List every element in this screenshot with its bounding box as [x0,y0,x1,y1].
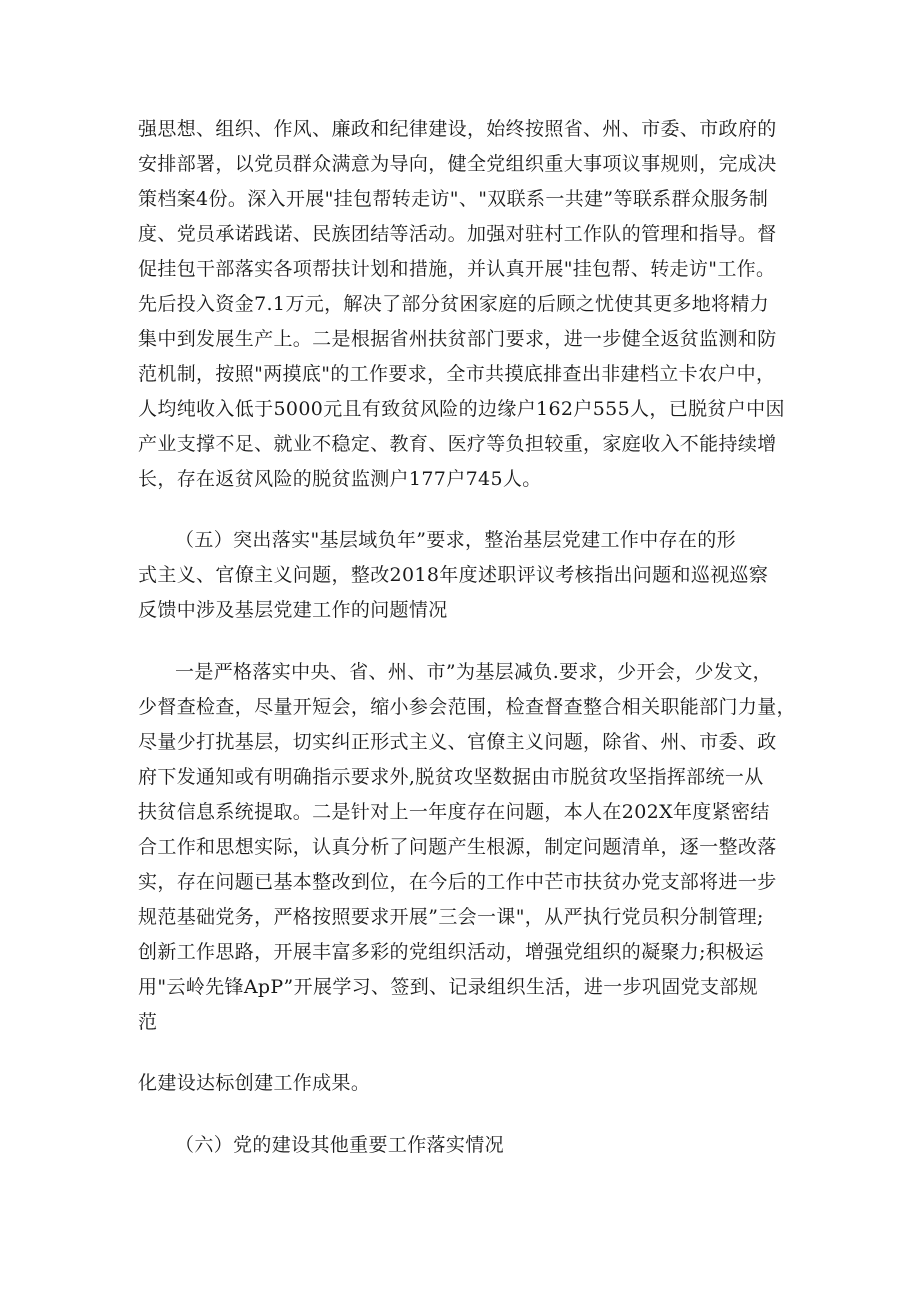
paragraph-2-line: 府下发通知或有明确指示要求外,脱贫攻坚数据由市脱贫攻坚指挥部统一从 [138,766,764,788]
paragraph-1-line: 强思想、组织、作风、廉政和纪律建设，始终按照省、州、市委、市政府的 [138,118,777,140]
paragraph-2-line: 实，存在问题已基本整改到位，在今后的工作中芒市扶贫办党支部将进一步 [138,871,777,893]
paragraph-2-line: 规范基础党务，严格按照要求开展”三会一课"，从严执行党员积分制管理; [138,906,764,928]
section-5-heading-line: 式主义、官僚主义问题，整改2018年度述职评议考核指出问题和巡视巡察 [138,564,769,586]
paragraph-2-line: 一是严格落实中央、省、州、市”为基层减负.要求，少开会，少发文， [175,661,772,683]
paragraph-1-line: 人均纯收入低于5000元且有致贫风险的边缘户162户555人，已脱贫户中因 [138,398,785,420]
paragraph-2-line: 创新工作思路，开展丰富多彩的党组织活动，增强党组织的凝聚力;积极运 [138,941,764,963]
paragraph-1-line: 范机制，按照"两摸底"的工作要求，全市共摸底排查出非建档立卡农户中， [138,363,776,385]
paragraph-1-line: 度、党员承诺践诺、民族团结等活动。加强对驻村工作队的管理和指导。督 [138,223,777,245]
paragraph-1-line: 先后投入资金7.1万元，解决了部分贫困家庭的后顾之忧使其更多地将精力 [138,293,770,315]
paragraph-2-line: 尽量少打扰基层，切实纠正形式主义、官僚主义问题，除省、州、市委、政 [138,731,777,753]
paragraph-2-line: 少督查检查，尽量开短会，缩小参会范围，检查督查整合相关职能部门力量， [138,696,796,718]
paragraph-2-line: 范 [138,1011,158,1033]
section-5-heading-line: （五）突出落实"基层域负年”要求，整治基层党建工作中存在的形 [175,529,736,551]
paragraph-1-line: 促挂包干部落实各项帮扶计划和措施，并认真开展"挂包帮、转走访"工作。 [138,258,776,280]
paragraph-1-line: 集中到发展生产上。二是根据省州扶贫部门要求，进一步健全返贫监测和防 [138,328,777,350]
paragraph-2-line: 扶贫信息系统提取。二是针对上一年度存在问题，本人在202X年度紧密结 [138,801,770,823]
section-5-heading-line: 反馈中涉及基层党建工作的问题情况 [138,599,448,621]
paragraph-2-line: 合工作和思想实际，认真分析了问题产生根源，制定问题清单，逐一整改落 [138,836,777,858]
paragraph-1-line: 策档案4份。深入开展"挂包帮转走访"、"双联系一共建”等联系群众服务制 [138,188,769,210]
paragraph-3-line: 化建设达标创建工作成果。 [138,1072,371,1094]
paragraph-1-line: 产业支撑不足、就业不稳定、教育、医疗等负担较重，家庭收入不能持续增 [138,433,777,455]
paragraph-1-line: 长，存在返贫风险的脱贫监测户177户745人。 [138,468,542,490]
section-6-heading: （六）党的建设其他重要工作落实情况 [175,1134,504,1156]
paragraph-2-line: 用"云岭先锋ApP”开展学习、签到、记录组织生活，进一步巩固党支部规 [138,976,759,998]
paragraph-1-line: 安排部署，以党员群众满意为导向，健全党组织重大事项议事规则，完成决 [138,153,777,175]
